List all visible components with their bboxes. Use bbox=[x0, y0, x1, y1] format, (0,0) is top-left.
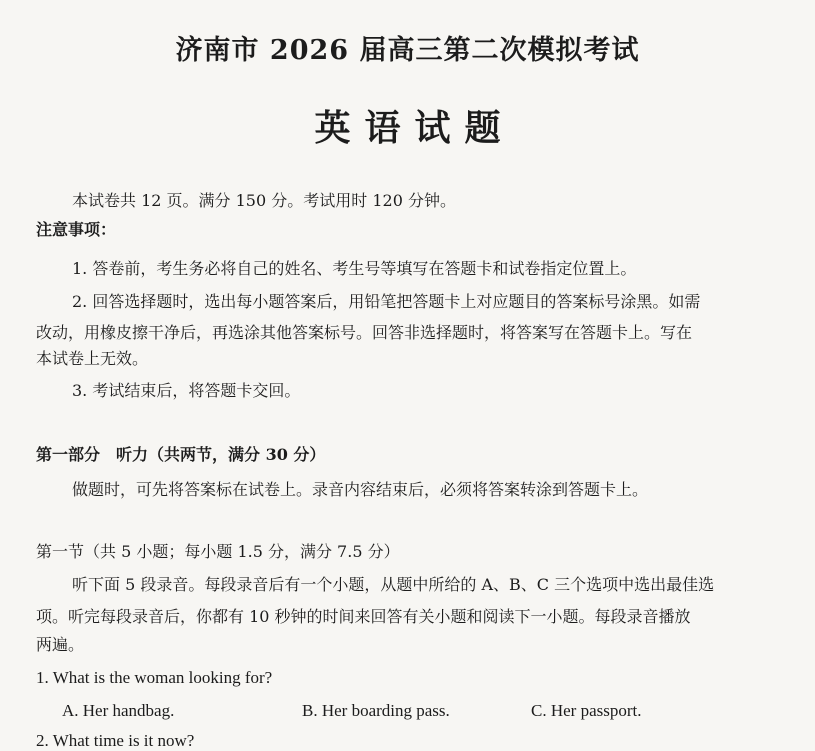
question-1: 1. What is the woman looking for? bbox=[36, 668, 273, 687]
section1-instruction-line-1: 听下面 5 段录音。每段录音后有一个小题，从题中所给的 A、B、C 三个选项中选出最佳选 bbox=[72, 575, 715, 594]
notice-item-2-line-1: 2. 回答选择题时，选出每小题答案后，用铅笔把答题卡上对应题目的答案标号涂黑。如需 bbox=[72, 292, 701, 311]
part1-instruction: 做题时，可先将答案标在试卷上。录音内容结束后，必须将答案转涂到答题卡上。 bbox=[72, 480, 649, 499]
subject-title: 英语试题 bbox=[314, 107, 515, 149]
question-2-partial: 2. What time is it now? bbox=[36, 731, 195, 750]
intro-text: 本试卷共 12 页。满分 150 分。考试用时 120 分钟。 bbox=[72, 191, 456, 210]
question-1-option-c: C. Her passport. bbox=[531, 701, 642, 720]
exam-title: 济南市 2026 届高三第二次模拟考试 bbox=[175, 35, 640, 66]
section1-heading: 第一节（共 5 小题；每小题 1.5 分，满分 7.5 分） bbox=[36, 542, 400, 561]
section1-instruction-line-2: 项。听完每段录音后，你都有 10 秒钟的时间来回答有关小题和阅读下一小题。每段录音播放 bbox=[36, 607, 691, 626]
notice-item-2-line-3: 本试卷上无效。 bbox=[36, 349, 149, 368]
notice-item-1: 1. 答卷前，考生务必将自己的姓名、考生号等填写在答题卡和试卷指定位置上。 bbox=[72, 259, 637, 278]
question-1-option-b: B. Her boarding pass. bbox=[302, 701, 450, 720]
question-1-option-a: A. Her handbag. bbox=[62, 701, 175, 720]
notice-item-2-line-2: 改动，用橡皮擦干净后，再选涂其他答案标号。回答非选择题时，将答案写在答题卡上。写在 bbox=[36, 323, 693, 342]
section1-instruction-line-3: 两遍。 bbox=[36, 635, 85, 654]
part1-heading: 第一部分 听力（共两节，满分 30 分） bbox=[36, 445, 326, 464]
notice-item-3: 3. 考试结束后，将答题卡交回。 bbox=[72, 381, 301, 400]
notice-heading: 注意事项： bbox=[36, 220, 117, 239]
